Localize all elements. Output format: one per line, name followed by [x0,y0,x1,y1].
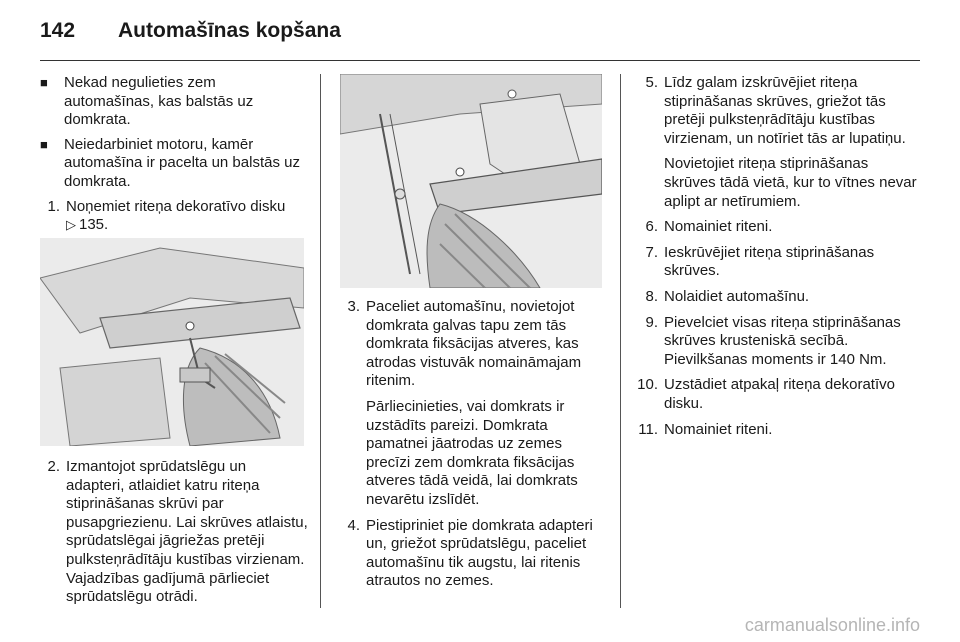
page-reference-arrow-icon: ▷ [66,217,76,233]
step-text: Nomainiet riteni. [664,420,773,438]
column-divider [620,74,621,608]
step-number: 10. [637,376,658,394]
step-7 [638,244,918,281]
step-text: Piestipriniet pie domkrata adapteri un, griežot sprūdatslēgu, paceliet automašīnu tik augstu, lai ritenis atrautos no zemes. [366,516,593,590]
reference-page: 135. [79,216,109,234]
watermark: carmanualsonline.info [744,615,920,635]
jack-lifting-illustration [340,74,602,288]
step-8 [638,288,918,307]
step-text: Noņemiet riteņa dekoratīvo disku [66,197,286,215]
jack-position-illustration [40,238,304,446]
step-5 [638,74,918,148]
step-number: 9. [645,313,658,331]
step-number: 2. [47,458,60,475]
page-number: 142 [40,19,76,42]
step-number: 3. [347,298,360,315]
step-number: 11. [638,420,658,438]
jack-under-car-drawing [340,74,602,288]
step-text: Nolaidiet automašīnu. [664,287,810,305]
page-title: Automašīnas kopšana [118,19,341,42]
step-number: 1. [47,197,60,215]
step-number: 7. [645,243,658,261]
step-6 [638,218,918,237]
column-middle [340,298,608,598]
header-divider [40,60,920,61]
step-3-note: Pārliecinieties, vai domkrats ir uzstādīts pareizi. Domkrata pamatnei jāatrodas uz zemes precīzi zem domkrata fiksācijas atveres tādā veidā, lai domkrats nevarētu izslīdēt. [366,397,578,508]
column-divider [320,74,321,608]
step-2 [40,458,308,607]
step-number: 4. [347,516,360,534]
step-number: 5. [645,74,658,91]
step-text: Paceliet automašīnu, novietojot domkrata galvas tapu zem tās domkrata fiksācijas atveres, kas atrodas vistuvāk nomaināmajam ritenim. [366,298,582,390]
car-underbody-drawing [40,238,304,446]
warning-bullet [40,74,308,130]
column-left [40,74,308,242]
step-text: Nomainiet riteni. [664,218,773,236]
step-text: Ieskrūvējiet riteņa stiprināšanas skrūves. [664,243,875,280]
bullet-text: Neiedarbiniet motoru, kamēr automašīna ir pacelta un balstās uz domkrata. [64,135,300,190]
step-3 [340,298,608,391]
column-left-lower [40,458,308,614]
step-text: Uzstādiet atpakaļ riteņa dekoratīvo disku. [664,376,895,412]
warning-bullet [40,136,308,192]
step-4 [340,517,608,591]
step-11 [638,421,918,440]
page-header [40,16,920,56]
step-text: Izmantojot sprūdatslēgu un adapteri, atlaidiet katru riteņa stiprināšanas skrūvi par pusapgriezienu. Lai skrūves atlaistu, sprūdatslēgai jāgriežas pretēji pulksteņrādītāju kustības virzienam. Vajadzības gadījumā pārlieciet sprūdatslēgu otrādi. [66,458,308,606]
step-9 [638,314,918,370]
column-right [638,74,918,446]
step-1 [40,198,308,235]
page-reference-link[interactable] [66,216,108,233]
step-5-note: Novietojiet riteņa stiprināšanas skrūves tādā vietā, kur to vītnes nevar aplipt ar netīrumiem. [664,155,917,210]
step-text: Līdz galam izskrūvējiet riteņa stiprināšanas skrūves, griežot tās pretēji pulksteņrādītāju kustības virzienam, un notīriet tās ar lupatiņu. [664,74,906,147]
square-bullet-icon: ■ [40,75,48,90]
step-text: Pievelciet visas riteņa stiprināšanas skrūves krusteniskā secībā. Pievilkšanas moments ir 140 Nm. [664,313,901,368]
step-number: 8. [645,287,658,305]
square-bullet-icon: ■ [40,136,48,152]
step-number: 6. [645,218,658,236]
step-10 [638,376,918,413]
bullet-text: Nekad negulieties zem automašīnas, kas balstās uz domkrata. [64,74,254,129]
